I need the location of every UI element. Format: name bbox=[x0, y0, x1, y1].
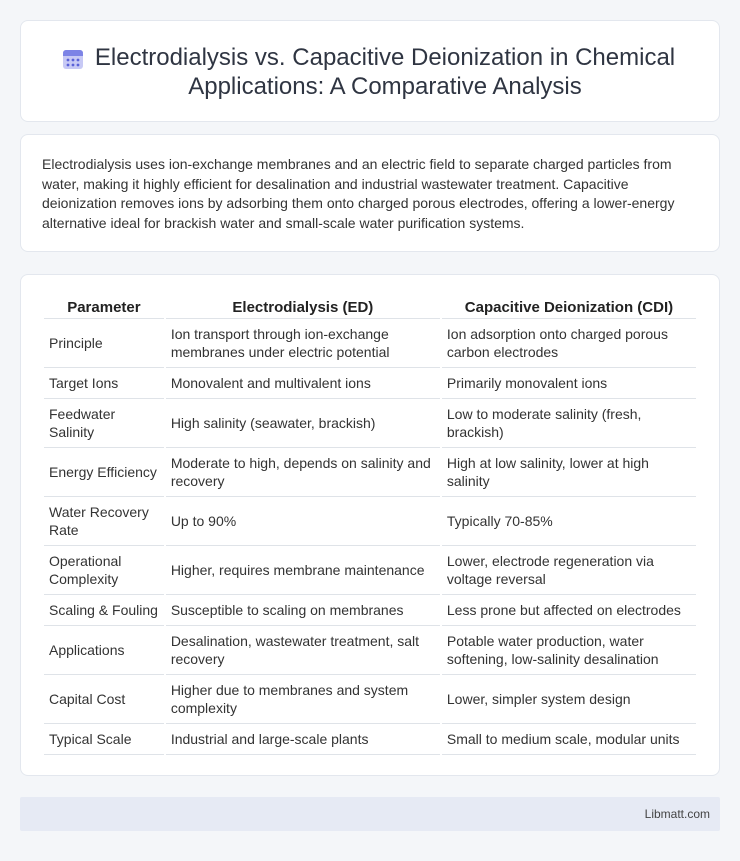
table-row bbox=[44, 399, 696, 448]
intro-paragraph: Electrodialysis uses ion-exchange membranes and an electric field to separate charged particles from water, making it highly efficient for desalination and industrial wastewater treatment. Capacitive deionization removes ions by adsorbing them onto charged porous electrodes, offering a lower-energy alternative ideal for brackish water and small-scale water purification systems. bbox=[42, 156, 675, 231]
comparison-table bbox=[42, 293, 698, 755]
table-cell-ed: Higher due to membranes and system complexity bbox=[166, 675, 440, 724]
table-cell-parameter: Target Ions bbox=[44, 368, 164, 399]
table-row bbox=[44, 448, 696, 497]
table-cell-ed: High salinity (seawater, brackish) bbox=[166, 399, 440, 448]
title-card bbox=[20, 20, 720, 122]
table-cell-parameter: Energy Efficiency bbox=[44, 448, 164, 497]
table-cell-cdi: Small to medium scale, modular units bbox=[442, 724, 696, 755]
table-cell-cdi: Typically 70-85% bbox=[442, 497, 696, 546]
comparison-table-card bbox=[20, 274, 720, 776]
table-cell-cdi: Less prone but affected on electrodes bbox=[442, 595, 696, 626]
table-cell-parameter: Water Recovery Rate bbox=[44, 497, 164, 546]
table-cell-ed: Industrial and large-scale plants bbox=[166, 724, 440, 755]
table-row bbox=[44, 546, 696, 595]
table-cell-cdi: Low to moderate salinity (fresh, brackish) bbox=[442, 399, 696, 448]
table-cell-cdi: Lower, simpler system design bbox=[442, 675, 696, 724]
table-cell-parameter: Capital Cost bbox=[44, 675, 164, 724]
table-cell-parameter: Principle bbox=[44, 319, 164, 368]
header-electrodialysis: Electrodialysis (ED) bbox=[166, 293, 440, 319]
table-cell-cdi: High at low salinity, lower at high salinity bbox=[442, 448, 696, 497]
table-cell-cdi: Ion adsorption onto charged porous carbon electrodes bbox=[442, 319, 696, 368]
table-cell-parameter: Feedwater Salinity bbox=[44, 399, 164, 448]
table-row bbox=[44, 724, 696, 755]
intro-card bbox=[20, 134, 720, 252]
table-cell-ed: Higher, requires membrane maintenance bbox=[166, 546, 440, 595]
table-row bbox=[44, 497, 696, 546]
table-cell-ed: Susceptible to scaling on membranes bbox=[166, 595, 440, 626]
table-row bbox=[44, 595, 696, 626]
footer-bar bbox=[20, 797, 720, 831]
table-cell-ed: Ion transport through ion-exchange membranes under electric potential bbox=[166, 319, 440, 368]
table-row bbox=[44, 675, 696, 724]
table-cell-cdi: Primarily monovalent ions bbox=[442, 368, 696, 399]
page-title: Electrodialysis vs. Capacitive Deionization in Chemical Applications: A Comparative Analysis bbox=[94, 44, 676, 100]
table-cell-cdi: Lower, electrode regeneration via voltage reversal bbox=[442, 546, 696, 595]
header-capacitive-deionization: Capacitive Deionization (CDI) bbox=[442, 293, 696, 319]
table-cell-parameter: Typical Scale bbox=[44, 724, 164, 755]
table-cell-ed: Up to 90% bbox=[166, 497, 440, 546]
table-cell-ed: Desalination, wastewater treatment, salt recovery bbox=[166, 626, 440, 675]
header-parameter: Parameter bbox=[44, 293, 164, 319]
table-cell-parameter: Operational Complexity bbox=[44, 546, 164, 595]
table-cell-cdi: Potable water production, water softening, low-salinity desalination bbox=[442, 626, 696, 675]
table-row bbox=[44, 368, 696, 399]
table-cell-ed: Moderate to high, depends on salinity and recovery bbox=[166, 448, 440, 497]
table-cell-parameter: Scaling & Fouling bbox=[44, 595, 164, 626]
table-header-row bbox=[44, 293, 696, 319]
table-cell-parameter: Applications bbox=[44, 626, 164, 675]
table-row bbox=[44, 626, 696, 675]
table-row bbox=[44, 319, 696, 368]
footer-brand[interactable]: Libmatt.com bbox=[644, 807, 710, 821]
table-cell-ed: Monovalent and multivalent ions bbox=[166, 368, 440, 399]
